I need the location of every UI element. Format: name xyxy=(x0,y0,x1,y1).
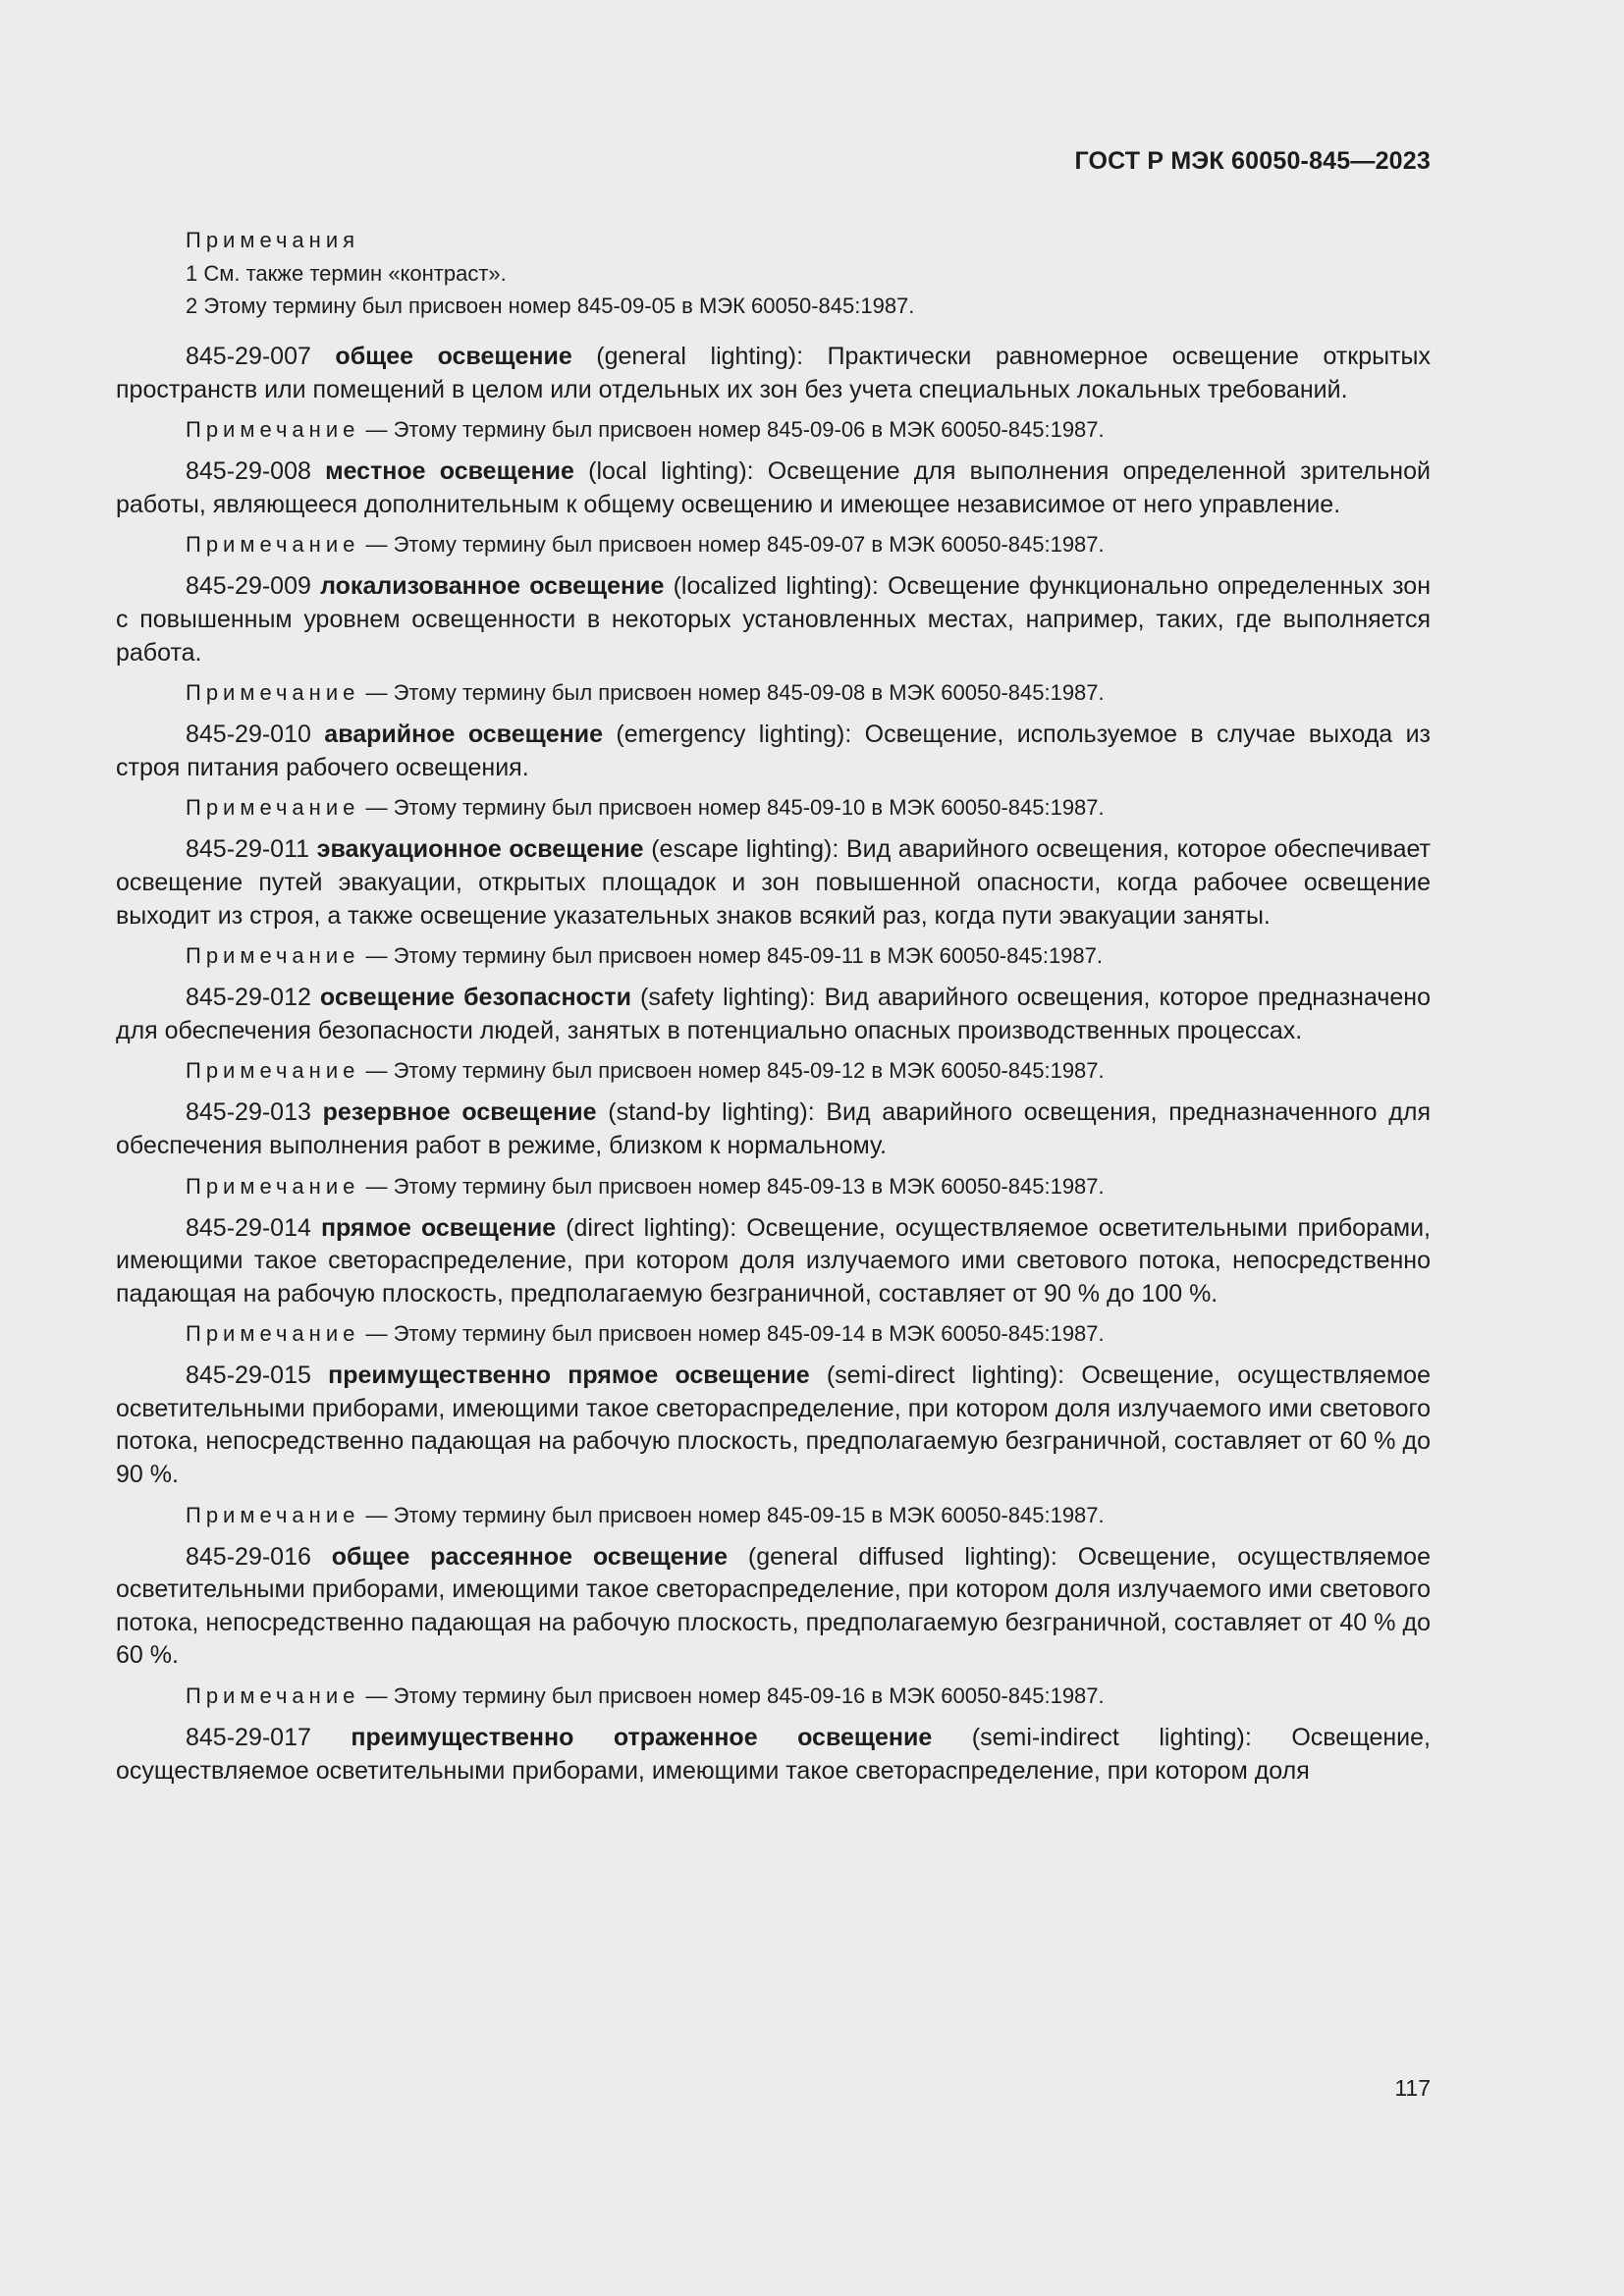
term-name: освещение безопасности xyxy=(319,984,631,1012)
term-definition: (localized lighting): Освещение функционально определенных зон с повышенным уровнем освещенности в некоторых установленных местах, например, таких, где выполняется работа. xyxy=(116,572,1431,667)
term-note xyxy=(186,414,1431,446)
note-label: Примечание xyxy=(186,943,360,969)
term-name: прямое освещение xyxy=(320,1213,557,1242)
note-text: — Этому термину был присвоен номер 845-09-16 в МЭК 60050-845:1987. xyxy=(365,1683,1105,1709)
note-line: 1 См. также термин «контраст». xyxy=(186,261,507,286)
term-definition: (local lighting): Освещение для выполнения определенной зрительной работы, являющееся дополнительным к общему освещению и имеющее независимое от него управление. xyxy=(116,457,1431,518)
term-code: 845-29-010 xyxy=(186,721,311,749)
standard-designation: ГОСТ Р МЭК 60050-845—2023 xyxy=(1074,147,1431,175)
term-code: 845-29-009 xyxy=(186,572,311,601)
term-note xyxy=(186,1318,1431,1350)
term-entry xyxy=(116,1096,1431,1162)
term-entry xyxy=(116,1541,1431,1673)
term-note xyxy=(186,677,1431,709)
term-entry xyxy=(116,455,1431,521)
note-label: Примечание xyxy=(186,795,360,821)
intro-notes xyxy=(186,224,1431,322)
document-page xyxy=(116,0,1431,2296)
term-entry xyxy=(116,982,1431,1047)
note-label: Примечание xyxy=(186,532,360,558)
term-note xyxy=(186,529,1431,561)
term-note xyxy=(186,1500,1431,1531)
term-code: 845-29-011 xyxy=(186,835,310,864)
term-definition: (escape lighting): Вид аварийного освещения, которое обеспечивает освещение путей эвакуации, открытых площадок и зон повышенной опасности, когда рабочее освещение выходит из строя, а также освещение указательных знаков всякий раз, когда пути эвакуации заняты. xyxy=(116,835,1431,930)
note-label: Примечание xyxy=(186,417,360,443)
note-text: — Этому термину был присвоен номер 845-09-14 в МЭК 60050-845:1987. xyxy=(365,1321,1105,1347)
term-note xyxy=(186,792,1431,824)
term-code: 845-29-014 xyxy=(186,1213,311,1242)
term-definition: (emergency lighting): Освещение, используемое в случае выхода из строя питания рабочего освещения. xyxy=(116,721,1432,781)
note-text: — Этому термину был присвоен номер 845-09-06 в МЭК 60050-845:1987. xyxy=(365,417,1105,443)
note-text: — Этому термину был присвоен номер 845-09-10 в МЭК 60050-845:1987. xyxy=(365,795,1105,821)
note-label: Примечание xyxy=(186,1321,360,1347)
term-entry xyxy=(116,719,1431,784)
term-code: 845-29-008 xyxy=(186,457,311,486)
note-label: Примечание xyxy=(186,1173,360,1199)
term-definition: (semi-direct lighting): Освещение, осуществляемое осветительными приборами, имеющими такое светораспределение, при котором доля излучаемого ими светового потока, непосредственно падающая на рабочую плоскость, предполагаемую безграничной, составляет от 60 % до 90 %. xyxy=(116,1362,1431,1489)
note-label: Примечание xyxy=(186,1058,360,1084)
term-note xyxy=(186,1171,1431,1202)
term-entry xyxy=(116,341,1431,406)
note-text: — Этому термину был присвоен номер 845-09-11 в МЭК 60050-845:1987. xyxy=(365,943,1104,969)
note-text: — Этому термину был присвоен номер 845-09-07 в МЭК 60050-845:1987. xyxy=(365,532,1105,558)
term-code: 845-29-013 xyxy=(186,1098,311,1127)
term-code: 845-29-015 xyxy=(186,1362,311,1390)
term-entries xyxy=(116,341,1431,1795)
term-name: общее рассеянное освещение xyxy=(331,1542,729,1571)
term-definition: (direct lighting): Освещение, осуществляемое осветительными приборами, имеющими такое светораспределение, при котором доля излучаемого ими светового потока, непосредственно падающая на рабочую плоскость, предполагаемую безграничной, составляет от 90 % до 100 %. xyxy=(116,1213,1431,1308)
note-label: Примечание xyxy=(186,1683,360,1709)
term-code: 845-29-012 xyxy=(186,984,311,1012)
term-note xyxy=(186,1681,1431,1712)
term-name: преимущественно прямое освещение xyxy=(328,1362,810,1390)
term-definition: (stand-by lighting): Вид аварийного освещения, предназначенного для обеспечения выполнения работ в режиме, близком к нормальному. xyxy=(116,1098,1431,1159)
term-definition: (semi-indirect lighting): Освещение, осуществляемое осветительными приборами, имеющими такое светораспределение, при котором доля xyxy=(116,1724,1432,1785)
term-definition: (safety lighting): Вид аварийного освещения, которое предназначено для обеспечения безопасности людей, занятых в потенциально опасных производственных процессах. xyxy=(116,984,1431,1044)
term-name: резервное освещение xyxy=(322,1098,597,1127)
term-definition: (general lighting): Практически равномерное освещение открытых пространств или помещений в целом или отдельных их зон без учета специальных локальных требований. xyxy=(116,343,1431,403)
note-text: — Этому термину был присвоен номер 845-09-08 в МЭК 60050-845:1987. xyxy=(365,680,1105,706)
notes-heading: Примечания xyxy=(186,228,360,252)
page-number: 117 xyxy=(1394,2075,1431,2101)
term-name: эвакуационное освещение xyxy=(316,835,644,864)
term-entry xyxy=(116,1212,1431,1311)
term-entry xyxy=(116,1722,1431,1788)
term-definition: (general diffused lighting): Освещение, осуществляемое осветительными приборами, имеющими такое светораспределение, при котором доля излучаемого ими светового потока, непосредственно падающая на рабочую плоскость, предполагаемую безграничной, составляет от 40 % до 60 %. xyxy=(116,1542,1431,1670)
term-name: местное освещение xyxy=(325,457,574,486)
term-name: общее освещение xyxy=(335,343,572,370)
term-entry xyxy=(116,833,1431,933)
term-entry xyxy=(116,1360,1431,1491)
term-code: 845-29-007 xyxy=(186,343,311,370)
note-text: — Этому термину был присвоен номер 845-09-12 в МЭК 60050-845:1987. xyxy=(365,1058,1105,1084)
term-note xyxy=(186,940,1431,972)
note-label: Примечание xyxy=(186,1502,360,1527)
term-name: преимущественно отраженное освещение xyxy=(351,1724,933,1752)
note-label: Примечание xyxy=(186,680,360,706)
term-entry xyxy=(116,570,1431,669)
note-text: — Этому термину был присвоен номер 845-09-13 в МЭК 60050-845:1987. xyxy=(365,1173,1105,1199)
term-name: аварийное освещение xyxy=(324,721,603,749)
note-line: 2 Этому термину был присвоен номер 845-09-05 в МЭК 60050-845:1987. xyxy=(186,294,915,318)
term-code: 845-29-016 xyxy=(186,1542,311,1571)
note-text: — Этому термину был присвоен номер 845-09-15 в МЭК 60050-845:1987. xyxy=(365,1502,1105,1527)
term-code: 845-29-017 xyxy=(186,1724,311,1752)
term-note xyxy=(186,1055,1431,1087)
term-name: локализованное освещение xyxy=(320,572,665,601)
